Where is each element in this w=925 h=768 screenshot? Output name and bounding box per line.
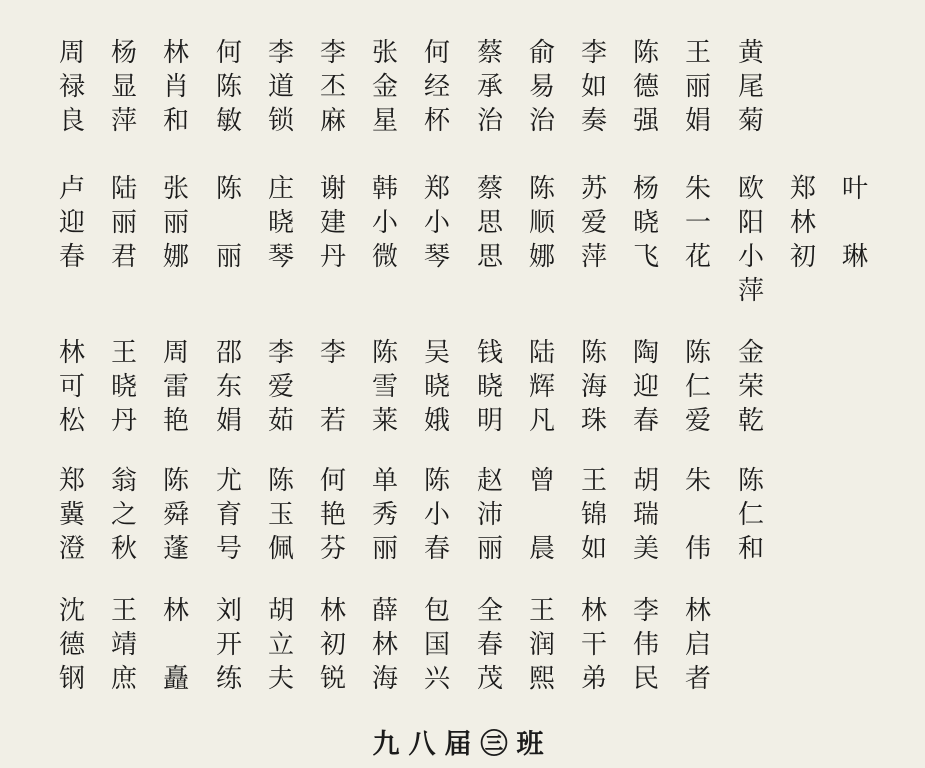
name-character: 兴 [423, 664, 450, 694]
student-name [835, 172, 875, 274]
name-character: 舜 [162, 500, 189, 530]
student-name [209, 464, 249, 566]
name-character [209, 206, 249, 240]
student-name [261, 464, 301, 566]
name-character: 德 [632, 72, 659, 102]
name-character: 初 [789, 242, 816, 272]
name-character: 干 [580, 630, 607, 660]
name-character: 雪 [371, 372, 398, 402]
name-character: 晓 [110, 372, 137, 402]
name-character: 禄 [58, 72, 85, 102]
name-character: 小 [423, 500, 450, 530]
student-name [417, 172, 457, 274]
student-name [156, 464, 196, 566]
name-character: 林 [162, 596, 189, 626]
name-character: 晓 [476, 372, 503, 402]
student-name [470, 336, 510, 438]
name-character: 春 [632, 406, 659, 436]
student-name [365, 36, 405, 138]
student-name [783, 172, 823, 274]
name-character: 萍 [580, 242, 607, 272]
name-character: 萍 [110, 106, 137, 136]
name-character: 矗 [162, 664, 189, 694]
name-character: 飞 [632, 242, 659, 272]
name-character: 胡 [632, 466, 659, 496]
student-name [261, 336, 301, 438]
name-character: 道 [267, 72, 294, 102]
name-character: 王 [110, 596, 137, 626]
student-name [104, 464, 144, 566]
name-character: 迎 [58, 208, 85, 238]
student-name [470, 172, 510, 274]
name-character: 君 [110, 242, 137, 272]
name-character: 杨 [632, 174, 659, 204]
name-character: 弟 [580, 664, 607, 694]
name-character: 钱 [476, 338, 503, 368]
name-character: 娜 [162, 242, 189, 272]
name-character: 如 [580, 72, 607, 102]
student-name [470, 36, 510, 138]
name-character: 沛 [476, 500, 503, 530]
name-character: 杨 [110, 38, 137, 68]
name-character: 林 [371, 630, 398, 660]
name-character: 曾 [528, 466, 555, 496]
name-character: 一 [684, 208, 711, 238]
student-name [365, 172, 405, 274]
name-character: 思 [476, 242, 503, 272]
name-character: 琳 [841, 242, 868, 272]
name-character: 单 [371, 466, 398, 496]
name-character: 陈 [162, 466, 189, 496]
name-character: 陈 [580, 338, 607, 368]
name-character: 雷 [162, 372, 189, 402]
student-name [52, 172, 92, 274]
student-name [522, 594, 562, 696]
name-character: 良 [58, 106, 85, 136]
name-character [522, 498, 562, 532]
name-character: 瑞 [632, 500, 659, 530]
name-character: 海 [580, 372, 607, 402]
name-character: 何 [423, 38, 450, 68]
name-character: 菊 [737, 106, 764, 136]
name-character: 李 [267, 338, 294, 368]
student-name [52, 336, 92, 438]
name-character: 林 [789, 208, 816, 238]
name-character: 娥 [423, 406, 450, 436]
student-name [156, 336, 196, 438]
name-character: 蓬 [162, 534, 189, 564]
name-character: 邵 [215, 338, 242, 368]
name-character: 李 [319, 38, 346, 68]
name-character: 赵 [476, 466, 503, 496]
name-character: 晓 [632, 208, 659, 238]
name-character: 爱 [580, 208, 607, 238]
name-character: 荣 [737, 372, 764, 402]
name-character: 海 [371, 664, 398, 694]
name-character: 何 [319, 466, 346, 496]
name-character: 润 [528, 630, 555, 660]
student-name [104, 336, 144, 438]
name-character: 丽 [215, 242, 242, 272]
name-character: 丹 [319, 242, 346, 272]
name-character: 林 [319, 596, 346, 626]
name-character: 朱 [684, 174, 711, 204]
name-character: 珠 [580, 406, 607, 436]
name-character: 包 [423, 596, 450, 626]
name-character: 美 [632, 534, 659, 564]
name-character [313, 370, 353, 404]
name-character: 春 [58, 242, 85, 272]
name-character: 晓 [267, 208, 294, 238]
name-character: 国 [423, 630, 450, 660]
student-name [313, 172, 353, 274]
name-character: 金 [737, 338, 764, 368]
student-name [626, 172, 666, 274]
name-character: 莱 [371, 406, 398, 436]
student-name [626, 336, 666, 438]
name-character: 治 [476, 106, 503, 136]
name-character: 丽 [371, 534, 398, 564]
name-character: 澄 [58, 534, 85, 564]
name-character: 建 [319, 208, 346, 238]
name-character: 敏 [215, 106, 242, 136]
name-character: 王 [580, 466, 607, 496]
name-character: 夫 [267, 664, 294, 694]
name-character: 立 [267, 630, 294, 660]
name-character: 丽 [476, 534, 503, 564]
name-character: 肖 [162, 72, 189, 102]
name-character: 庶 [110, 664, 137, 694]
name-character: 小 [371, 208, 398, 238]
name-character: 和 [162, 106, 189, 136]
name-character: 蔡 [476, 38, 503, 68]
student-name [522, 172, 562, 274]
name-character: 者 [684, 664, 711, 694]
name-character: 启 [684, 630, 711, 660]
name-character: 刘 [215, 596, 242, 626]
student-name [313, 464, 353, 566]
name-character: 初 [319, 630, 346, 660]
name-character: 号 [215, 534, 242, 564]
name-character: 芬 [319, 534, 346, 564]
name-character: 春 [423, 534, 450, 564]
name-character: 萍 [737, 276, 764, 306]
name-character: 辉 [528, 372, 555, 402]
name-character: 艳 [319, 500, 346, 530]
student-name [678, 464, 718, 566]
name-character: 琴 [267, 242, 294, 272]
name-character: 晨 [528, 534, 555, 564]
student-name [261, 172, 301, 274]
name-character: 茹 [267, 406, 294, 436]
name-character: 王 [684, 38, 711, 68]
name-character: 周 [162, 338, 189, 368]
name-character: 之 [110, 500, 137, 530]
student-name [470, 594, 510, 696]
name-character: 冀 [58, 500, 85, 530]
student-name [417, 336, 457, 438]
name-character: 庄 [267, 174, 294, 204]
name-character: 蔡 [476, 174, 503, 204]
name-character: 林 [162, 38, 189, 68]
name-character: 李 [632, 596, 659, 626]
name-character: 顺 [528, 208, 555, 238]
student-name [52, 36, 92, 138]
name-character: 秋 [110, 534, 137, 564]
name-character: 黄 [737, 38, 764, 68]
name-character: 伟 [632, 630, 659, 660]
name-character: 林 [684, 596, 711, 626]
name-character: 娟 [684, 106, 711, 136]
name-character: 显 [110, 72, 137, 102]
name-character: 丹 [110, 406, 137, 436]
name-character: 谢 [319, 174, 346, 204]
name-character: 艳 [162, 406, 189, 436]
name-character: 李 [267, 38, 294, 68]
student-name [678, 336, 718, 438]
name-character: 德 [58, 630, 85, 660]
student-name [626, 594, 666, 696]
name-character: 伟 [684, 534, 711, 564]
name-character: 迎 [632, 372, 659, 402]
name-character: 尾 [737, 72, 764, 102]
name-character: 东 [215, 372, 242, 402]
name-character: 练 [215, 664, 242, 694]
name-character: 易 [528, 72, 555, 102]
name-character: 阳 [737, 208, 764, 238]
name-character: 沈 [58, 596, 85, 626]
name-character: 张 [162, 174, 189, 204]
name-character: 奏 [580, 106, 607, 136]
student-name [417, 464, 457, 566]
name-character: 星 [371, 106, 398, 136]
name-character: 郑 [58, 466, 85, 496]
student-name [522, 36, 562, 138]
student-name [365, 594, 405, 696]
student-name [678, 172, 718, 274]
student-name [52, 594, 92, 696]
name-character: 翁 [110, 466, 137, 496]
student-name [626, 464, 666, 566]
student-name [574, 36, 614, 138]
name-character: 韩 [371, 174, 398, 204]
student-name [52, 464, 92, 566]
name-character: 陈 [215, 72, 242, 102]
name-character: 王 [110, 338, 137, 368]
student-name [574, 594, 614, 696]
student-name [209, 594, 249, 696]
name-character: 开 [215, 630, 242, 660]
name-character [835, 206, 875, 240]
name-character: 全 [476, 596, 503, 626]
name-character: 薛 [371, 596, 398, 626]
student-name [522, 464, 562, 566]
student-name [678, 594, 718, 696]
name-character: 春 [476, 630, 503, 660]
name-character: 李 [319, 338, 346, 368]
student-name [156, 172, 196, 274]
name-character: 钢 [58, 664, 85, 694]
name-character: 爱 [267, 372, 294, 402]
name-character: 熙 [528, 664, 555, 694]
name-character: 可 [58, 372, 85, 402]
name-character [156, 628, 196, 662]
name-character: 王 [528, 596, 555, 626]
student-name [261, 594, 301, 696]
name-character: 陈 [528, 174, 555, 204]
student-name [731, 172, 771, 308]
name-character: 锁 [267, 106, 294, 136]
student-name [313, 36, 353, 138]
name-character: 卢 [58, 174, 85, 204]
name-character: 育 [215, 500, 242, 530]
student-name [574, 464, 614, 566]
name-character: 和 [737, 534, 764, 564]
student-name [574, 172, 614, 274]
name-character: 胡 [267, 596, 294, 626]
name-character: 茂 [476, 664, 503, 694]
name-character: 如 [580, 534, 607, 564]
student-name [261, 36, 301, 138]
student-name [417, 36, 457, 138]
name-character: 陆 [110, 174, 137, 204]
name-character: 张 [371, 38, 398, 68]
name-character: 治 [528, 106, 555, 136]
name-character: 若 [319, 406, 346, 436]
name-character: 尤 [215, 466, 242, 496]
name-character: 丽 [162, 208, 189, 238]
name-character: 欧 [737, 174, 764, 204]
name-character: 陆 [528, 338, 555, 368]
name-character: 陈 [267, 466, 294, 496]
name-character: 陈 [684, 338, 711, 368]
name-character: 陈 [632, 38, 659, 68]
name-character: 林 [58, 338, 85, 368]
name-character: 小 [423, 208, 450, 238]
name-character: 乾 [737, 406, 764, 436]
name-character: 丽 [110, 208, 137, 238]
name-character: 麻 [319, 106, 346, 136]
name-character: 何 [215, 38, 242, 68]
student-name [365, 464, 405, 566]
name-character: 陈 [215, 174, 242, 204]
name-character: 仁 [737, 500, 764, 530]
name-character: 娟 [215, 406, 242, 436]
student-name [731, 36, 771, 138]
name-character: 叶 [841, 174, 868, 204]
name-character: 思 [476, 208, 503, 238]
student-name [104, 172, 144, 274]
name-character: 仁 [684, 372, 711, 402]
student-name [313, 336, 353, 438]
student-name [574, 336, 614, 438]
name-character: 靖 [110, 630, 137, 660]
name-character: 陈 [371, 338, 398, 368]
name-character: 周 [58, 38, 85, 68]
student-name [313, 594, 353, 696]
name-character: 小 [737, 242, 764, 272]
student-name [209, 172, 249, 274]
name-character: 陈 [423, 466, 450, 496]
name-character: 玉 [267, 500, 294, 530]
student-name [731, 336, 771, 438]
name-character: 陶 [632, 338, 659, 368]
name-character: 晓 [423, 372, 450, 402]
student-name [156, 594, 196, 696]
name-character: 微 [371, 242, 398, 272]
name-character: 陈 [737, 466, 764, 496]
name-character: 郑 [789, 174, 816, 204]
name-character: 凡 [528, 406, 555, 436]
student-name [417, 594, 457, 696]
name-character: 承 [476, 72, 503, 102]
student-name [626, 36, 666, 138]
name-character: 郑 [423, 174, 450, 204]
student-name [209, 36, 249, 138]
name-character: 金 [371, 72, 398, 102]
name-character: 琴 [423, 242, 450, 272]
name-character: 丽 [684, 72, 711, 102]
name-character: 朱 [684, 466, 711, 496]
name-character [678, 498, 718, 532]
name-character: 吴 [423, 338, 450, 368]
name-character: 李 [580, 38, 607, 68]
student-name [731, 464, 771, 566]
student-name [156, 36, 196, 138]
student-name [209, 336, 249, 438]
name-character: 娜 [528, 242, 555, 272]
name-character: 锐 [319, 664, 346, 694]
name-character: 丕 [319, 72, 346, 102]
student-name [678, 36, 718, 138]
name-character: 民 [632, 664, 659, 694]
name-character: 佩 [267, 534, 294, 564]
class-caption: 九八届㊂班 [372, 729, 553, 760]
name-character: 苏 [580, 174, 607, 204]
name-character: 松 [58, 406, 85, 436]
name-character: 爱 [684, 406, 711, 436]
student-name [470, 464, 510, 566]
student-name [365, 336, 405, 438]
name-character: 强 [632, 106, 659, 136]
name-character: 俞 [528, 38, 555, 68]
name-character: 秀 [371, 500, 398, 530]
name-character: 锦 [580, 500, 607, 530]
student-name [104, 594, 144, 696]
name-character: 经 [423, 72, 450, 102]
name-character: 林 [580, 596, 607, 626]
student-name [104, 36, 144, 138]
name-character: 明 [476, 406, 503, 436]
name-character: 花 [684, 242, 711, 272]
student-name [522, 336, 562, 438]
name-character: 杯 [423, 106, 450, 136]
